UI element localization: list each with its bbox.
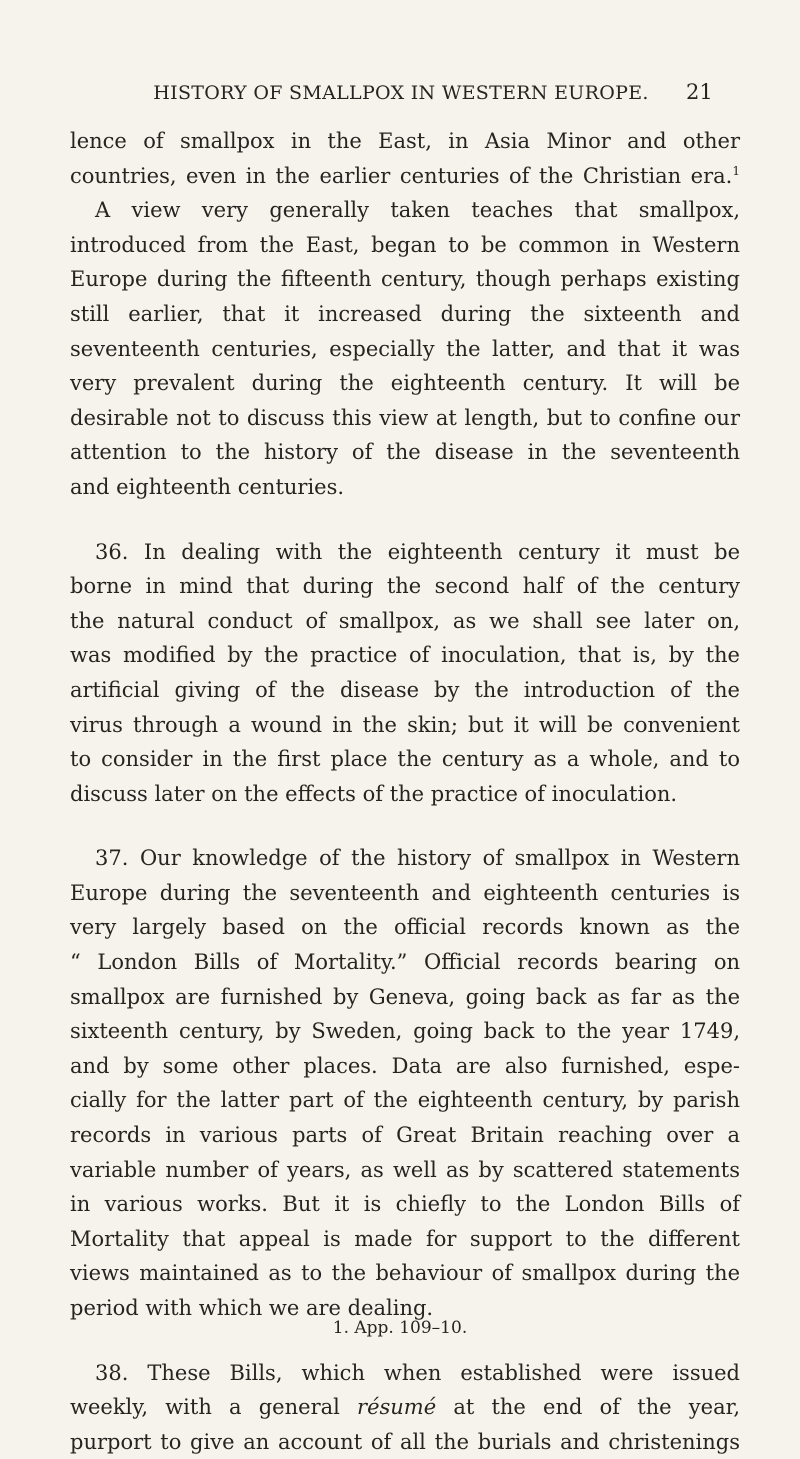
text-line: artificial giving of the disease by the introduction of the: [70, 677, 740, 702]
text-line: 38. These Bills, which when established were issued: [95, 1360, 740, 1385]
text-line: and by some other places. Data are also furnished, espe-: [70, 1053, 740, 1078]
text-line: Europe during the fifteenth century, though perhaps existing: [70, 267, 740, 292]
text-line: virus through a wound in the skin; but it will be convenient: [70, 712, 740, 737]
text-line: introduced from the East, began to be common in Western: [70, 232, 740, 257]
text-line: desirable not to discuss this view at length, but to confine our: [70, 405, 740, 430]
text-line: records in various parts of Great Britain reaching over a: [70, 1123, 740, 1148]
text-line: Europe during the seventeenth and eighteenth centuries is: [70, 880, 740, 905]
text-line: still earlier, that it increased during the sixteenth and: [70, 301, 740, 326]
paragraph-gap: [70, 505, 740, 535]
text-line: cially for the latter part of the eighteenth century, by parish: [70, 1088, 740, 1113]
text-line: very largely based on the official records known as the: [70, 915, 740, 940]
footnote-marker: 1: [732, 163, 740, 178]
text-fragment: weekly, with a general: [70, 1395, 358, 1420]
text-line: A view very generally taken teaches that smallpox,: [95, 198, 740, 223]
running-title: HISTORY OF SMALLPOX IN WESTERN EUROPE.: [153, 82, 649, 104]
paragraph-38: [70, 1356, 740, 1459]
text-line: smallpox are furnished by Geneva, going back as far as the: [70, 984, 740, 1009]
text-line: and eighteenth centuries.: [70, 474, 345, 499]
text-line: 36. In dealing with the eighteenth century it must be: [95, 539, 740, 564]
text-line: to consider in the first place the century as a whole, and to: [70, 747, 740, 772]
paragraph-36: [70, 535, 740, 812]
paragraph-37: [70, 841, 740, 1325]
text-fragment: countries, even in the earlier centuries of the Christian era.: [70, 163, 733, 188]
text-line: variable number of years, as well as by scattered statements: [70, 1157, 740, 1182]
text-line: “ London Bills of Mortality.” Official records bearing on: [70, 950, 740, 975]
text-line: purport to give an account of all the burials and christenings: [70, 1429, 740, 1454]
footnote: 1. App. 109–10.: [332, 1318, 468, 1338]
text-fragment: at the end of the year,: [436, 1395, 741, 1420]
text-line: the natural conduct of smallpox, as we shall see later on,: [70, 608, 740, 633]
text-line: discuss later on the effects of the practice of inoculation.: [70, 781, 678, 806]
paragraph-continuation: [70, 124, 740, 505]
text-line: lence of smallpox in the East, in Asia Minor and other: [70, 129, 740, 153]
text-line: attention to the history of the disease in the seventeenth: [70, 440, 740, 465]
text-line: 37. Our knowledge of the history of smallpox in Western: [95, 846, 740, 871]
text-line: period with which we are dealing.: [70, 1296, 434, 1320]
page-number: 21: [686, 80, 713, 104]
body-text: [70, 124, 740, 1459]
text-line: seventeenth centuries, especially the latter, and that it was: [70, 336, 740, 361]
text-line: in various works. But it is chiefly to the London Bills of: [70, 1192, 740, 1217]
text-line: [70, 159, 740, 194]
text-line: very prevalent during the eighteenth century. It will be: [70, 371, 740, 396]
text-line: views maintained as to the behaviour of smallpox during the: [70, 1261, 740, 1286]
text-line: borne in mind that during the second half of the century: [70, 574, 740, 599]
text-line: [70, 1390, 740, 1425]
paragraph-gap: [70, 811, 740, 841]
text-line: was modified by the practice of inoculation, that is, by the: [70, 643, 740, 668]
italic-term: résumé: [357, 1395, 437, 1420]
text-line: Mortality that appeal is made for support to the different: [70, 1226, 740, 1251]
text-line: sixteenth century, by Sweden, going back to the year 1749,: [70, 1019, 740, 1044]
